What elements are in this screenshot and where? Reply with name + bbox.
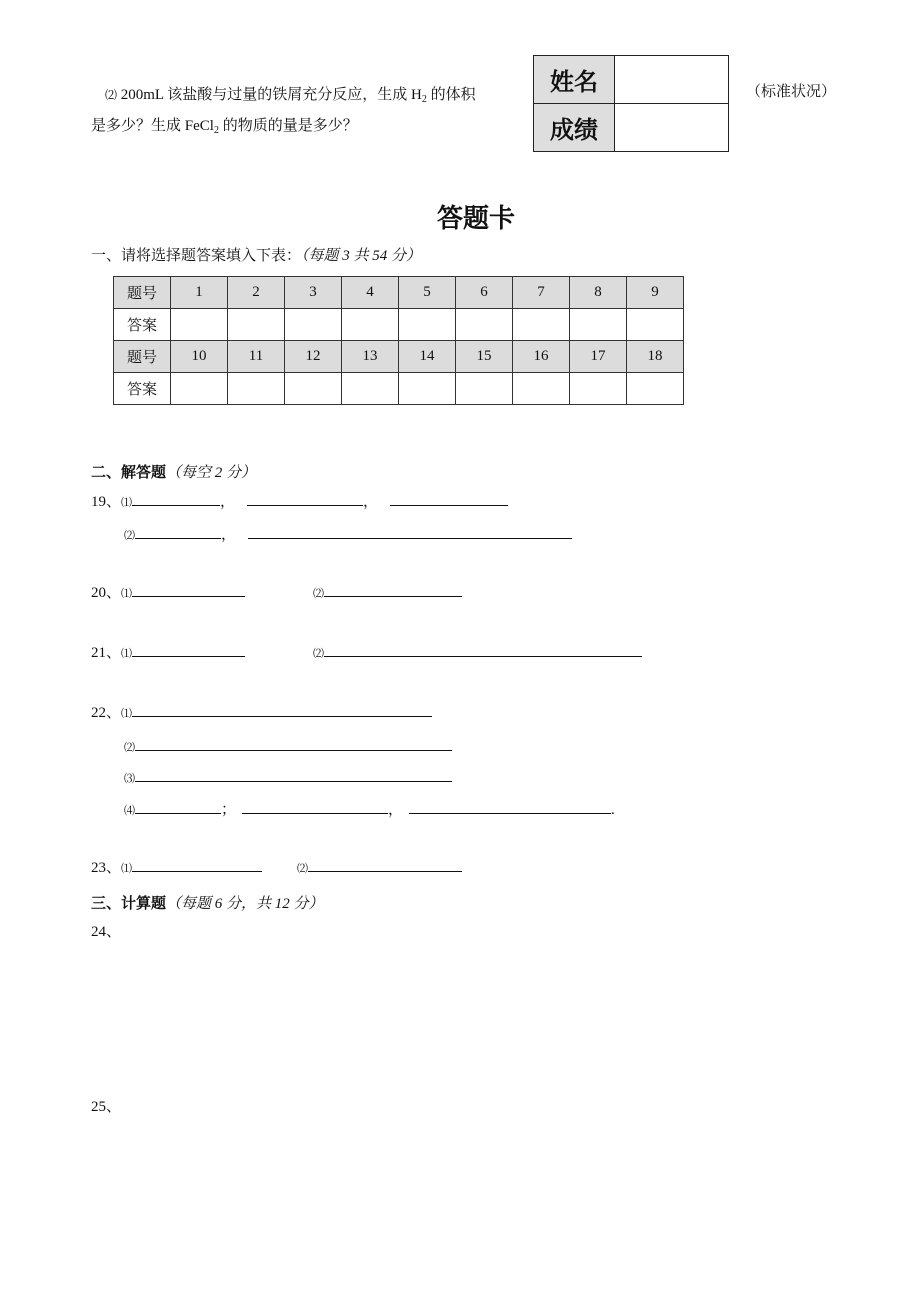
answer-cell[interactable] (627, 373, 684, 405)
question-2-marker: ⑵ (105, 88, 118, 102)
answer-cell[interactable] (171, 373, 228, 405)
name-score-box (533, 55, 729, 152)
q22-part-1-marker: ⑴ (121, 708, 133, 720)
answer-cell[interactable] (171, 309, 228, 341)
answer-cell[interactable] (513, 373, 570, 405)
comma: ， (221, 527, 237, 543)
row-label-answer: 答案 (114, 373, 171, 405)
question-2-text-a: 200mL 该盐酸与过量的铁屑充分反应，生成 H (120, 87, 422, 103)
q23-line (91, 857, 262, 880)
q20-part-1-marker: ⑴ (121, 588, 133, 600)
question-number: 18 (627, 341, 684, 373)
q22-blank-3[interactable] (135, 767, 452, 782)
comma: ， (220, 494, 236, 510)
question-number: 6 (456, 277, 513, 309)
q25-answer-area[interactable] (91, 1120, 831, 1270)
answer-cell[interactable] (285, 309, 342, 341)
row-label-question: 题号 (114, 277, 171, 309)
q23-part-1-marker: ⑴ (121, 863, 133, 875)
answer-cell[interactable] (570, 373, 627, 405)
row-label-answer: 答案 (114, 309, 171, 341)
q22-blank-5[interactable] (242, 799, 388, 814)
question-2-text-b: 的体积 (426, 87, 476, 103)
question-number-row-1 (114, 277, 684, 309)
q22-line-4 (124, 799, 615, 822)
q20-line-part-2 (313, 582, 462, 605)
q19-number: 19、 (91, 494, 122, 510)
answer-cell[interactable] (627, 309, 684, 341)
section-2-heading (91, 462, 256, 484)
q25-number: 25、 (91, 1099, 122, 1115)
q23-part-2-marker: ⑵ (297, 863, 308, 875)
q21-blank-1[interactable] (132, 642, 245, 657)
answer-cell[interactable] (228, 373, 285, 405)
answer-cell[interactable] (570, 309, 627, 341)
question-number: 1 (171, 277, 228, 309)
question-number: 14 (399, 341, 456, 373)
question-2-line-2 (91, 115, 358, 137)
question-number: 12 (285, 341, 342, 373)
q23-line-part-2 (297, 857, 462, 880)
question-number: 8 (570, 277, 627, 309)
answer-cell[interactable] (399, 373, 456, 405)
q23-blank-2[interactable] (308, 857, 462, 872)
q19-blank-4[interactable] (135, 524, 221, 539)
section-1-heading-text: 一、请将选择题答案填入下表： (91, 248, 302, 264)
question-2-line-1 (105, 84, 476, 106)
question-number: 3 (285, 277, 342, 309)
answer-cell[interactable] (456, 309, 513, 341)
subscript: 2 (421, 94, 427, 105)
q19-blank-5[interactable] (248, 524, 572, 539)
question-number: 7 (513, 277, 570, 309)
answer-cell[interactable] (399, 309, 456, 341)
q22-blank-2[interactable] (135, 736, 452, 751)
q19-line-2 (124, 524, 572, 547)
question-number: 17 (570, 341, 627, 373)
q21-part-2-marker: ⑵ (313, 648, 324, 660)
answer-row-2 (114, 373, 684, 405)
name-field[interactable] (615, 56, 729, 104)
q21-line (91, 642, 245, 665)
row-label-question: 题号 (114, 341, 171, 373)
semicolon: ； (221, 802, 237, 818)
q22-part-2-marker: ⑵ (124, 742, 135, 754)
q24-answer-area[interactable] (91, 945, 831, 1085)
question-number: 2 (228, 277, 285, 309)
q21-part-1-marker: ⑴ (121, 648, 133, 660)
q22-part-3-marker: ⑶ (124, 773, 135, 785)
q20-number: 20、 (91, 585, 122, 601)
answer-row-1 (114, 309, 684, 341)
question-number: 4 (342, 277, 399, 309)
score-field[interactable] (615, 104, 729, 152)
q23-blank-1[interactable] (132, 857, 262, 872)
answer-cell[interactable] (228, 309, 285, 341)
section-3-heading (91, 893, 324, 915)
q19-part-1-marker: ⑴ (121, 497, 133, 509)
question-number: 11 (228, 341, 285, 373)
q21-number: 21、 (91, 645, 122, 661)
question-2-text-c: 是多少？生成 FeCl (91, 118, 214, 134)
standard-condition-note: （标准状况） (746, 84, 837, 100)
section-2-hint: （每空 2 分） (166, 465, 257, 481)
question-number: 15 (456, 341, 513, 373)
q22-blank-4[interactable] (135, 799, 221, 814)
comma: ， (363, 494, 379, 510)
section-2-heading-text: 二、解答题 (91, 465, 167, 481)
q22-line-2 (124, 736, 452, 759)
question-2-text-d: 的物质的量是多少？ (218, 118, 358, 134)
comma: ， (388, 802, 404, 818)
page-title: 答题卡 (436, 204, 515, 234)
q22-line-1 (91, 702, 432, 725)
answer-cell[interactable] (285, 373, 342, 405)
section-1-hint: （每题 3 共 54 分） (301, 248, 422, 264)
question-number-row-2 (114, 341, 684, 373)
q20-line (91, 582, 245, 605)
question-number: 16 (513, 341, 570, 373)
q20-blank-1[interactable] (132, 582, 245, 597)
score-label: 成绩 (534, 104, 615, 152)
q22-number: 22、 (91, 705, 122, 721)
answer-cell[interactable] (456, 373, 513, 405)
question-number: 10 (171, 341, 228, 373)
name-label: 姓名 (534, 56, 615, 104)
q22-part-4-marker: ⑷ (124, 805, 135, 817)
question-number: 5 (399, 277, 456, 309)
q22-blank-6[interactable] (409, 799, 611, 814)
q19-part-2-marker: ⑵ (124, 530, 135, 542)
q23-number: 23、 (91, 860, 122, 876)
question-number: 9 (627, 277, 684, 309)
period: . (611, 802, 615, 818)
q19-blank-2[interactable] (247, 491, 363, 506)
q19-blank-3[interactable] (390, 491, 508, 506)
answer-cell[interactable] (513, 309, 570, 341)
q21-blank-2[interactable] (324, 642, 642, 657)
q24-number: 24、 (91, 924, 122, 940)
q20-blank-2[interactable] (324, 582, 462, 597)
answer-cell[interactable] (342, 373, 399, 405)
section-3-heading-text: 三、计算题 (91, 896, 167, 912)
question-number: 13 (342, 341, 399, 373)
section-1-heading (91, 245, 421, 267)
q21-line-part-2 (313, 642, 642, 665)
q19-blank-1[interactable] (132, 491, 220, 506)
subscript: 2 (213, 125, 219, 136)
answer-cell[interactable] (342, 309, 399, 341)
q22-blank-1[interactable] (132, 702, 432, 717)
q20-part-2-marker: ⑵ (313, 588, 324, 600)
q19-line-1 (91, 491, 508, 514)
q22-line-3 (124, 767, 452, 790)
answer-table (113, 276, 684, 405)
section-3-hint: （每题 6 分，共 12 分） (166, 896, 324, 912)
